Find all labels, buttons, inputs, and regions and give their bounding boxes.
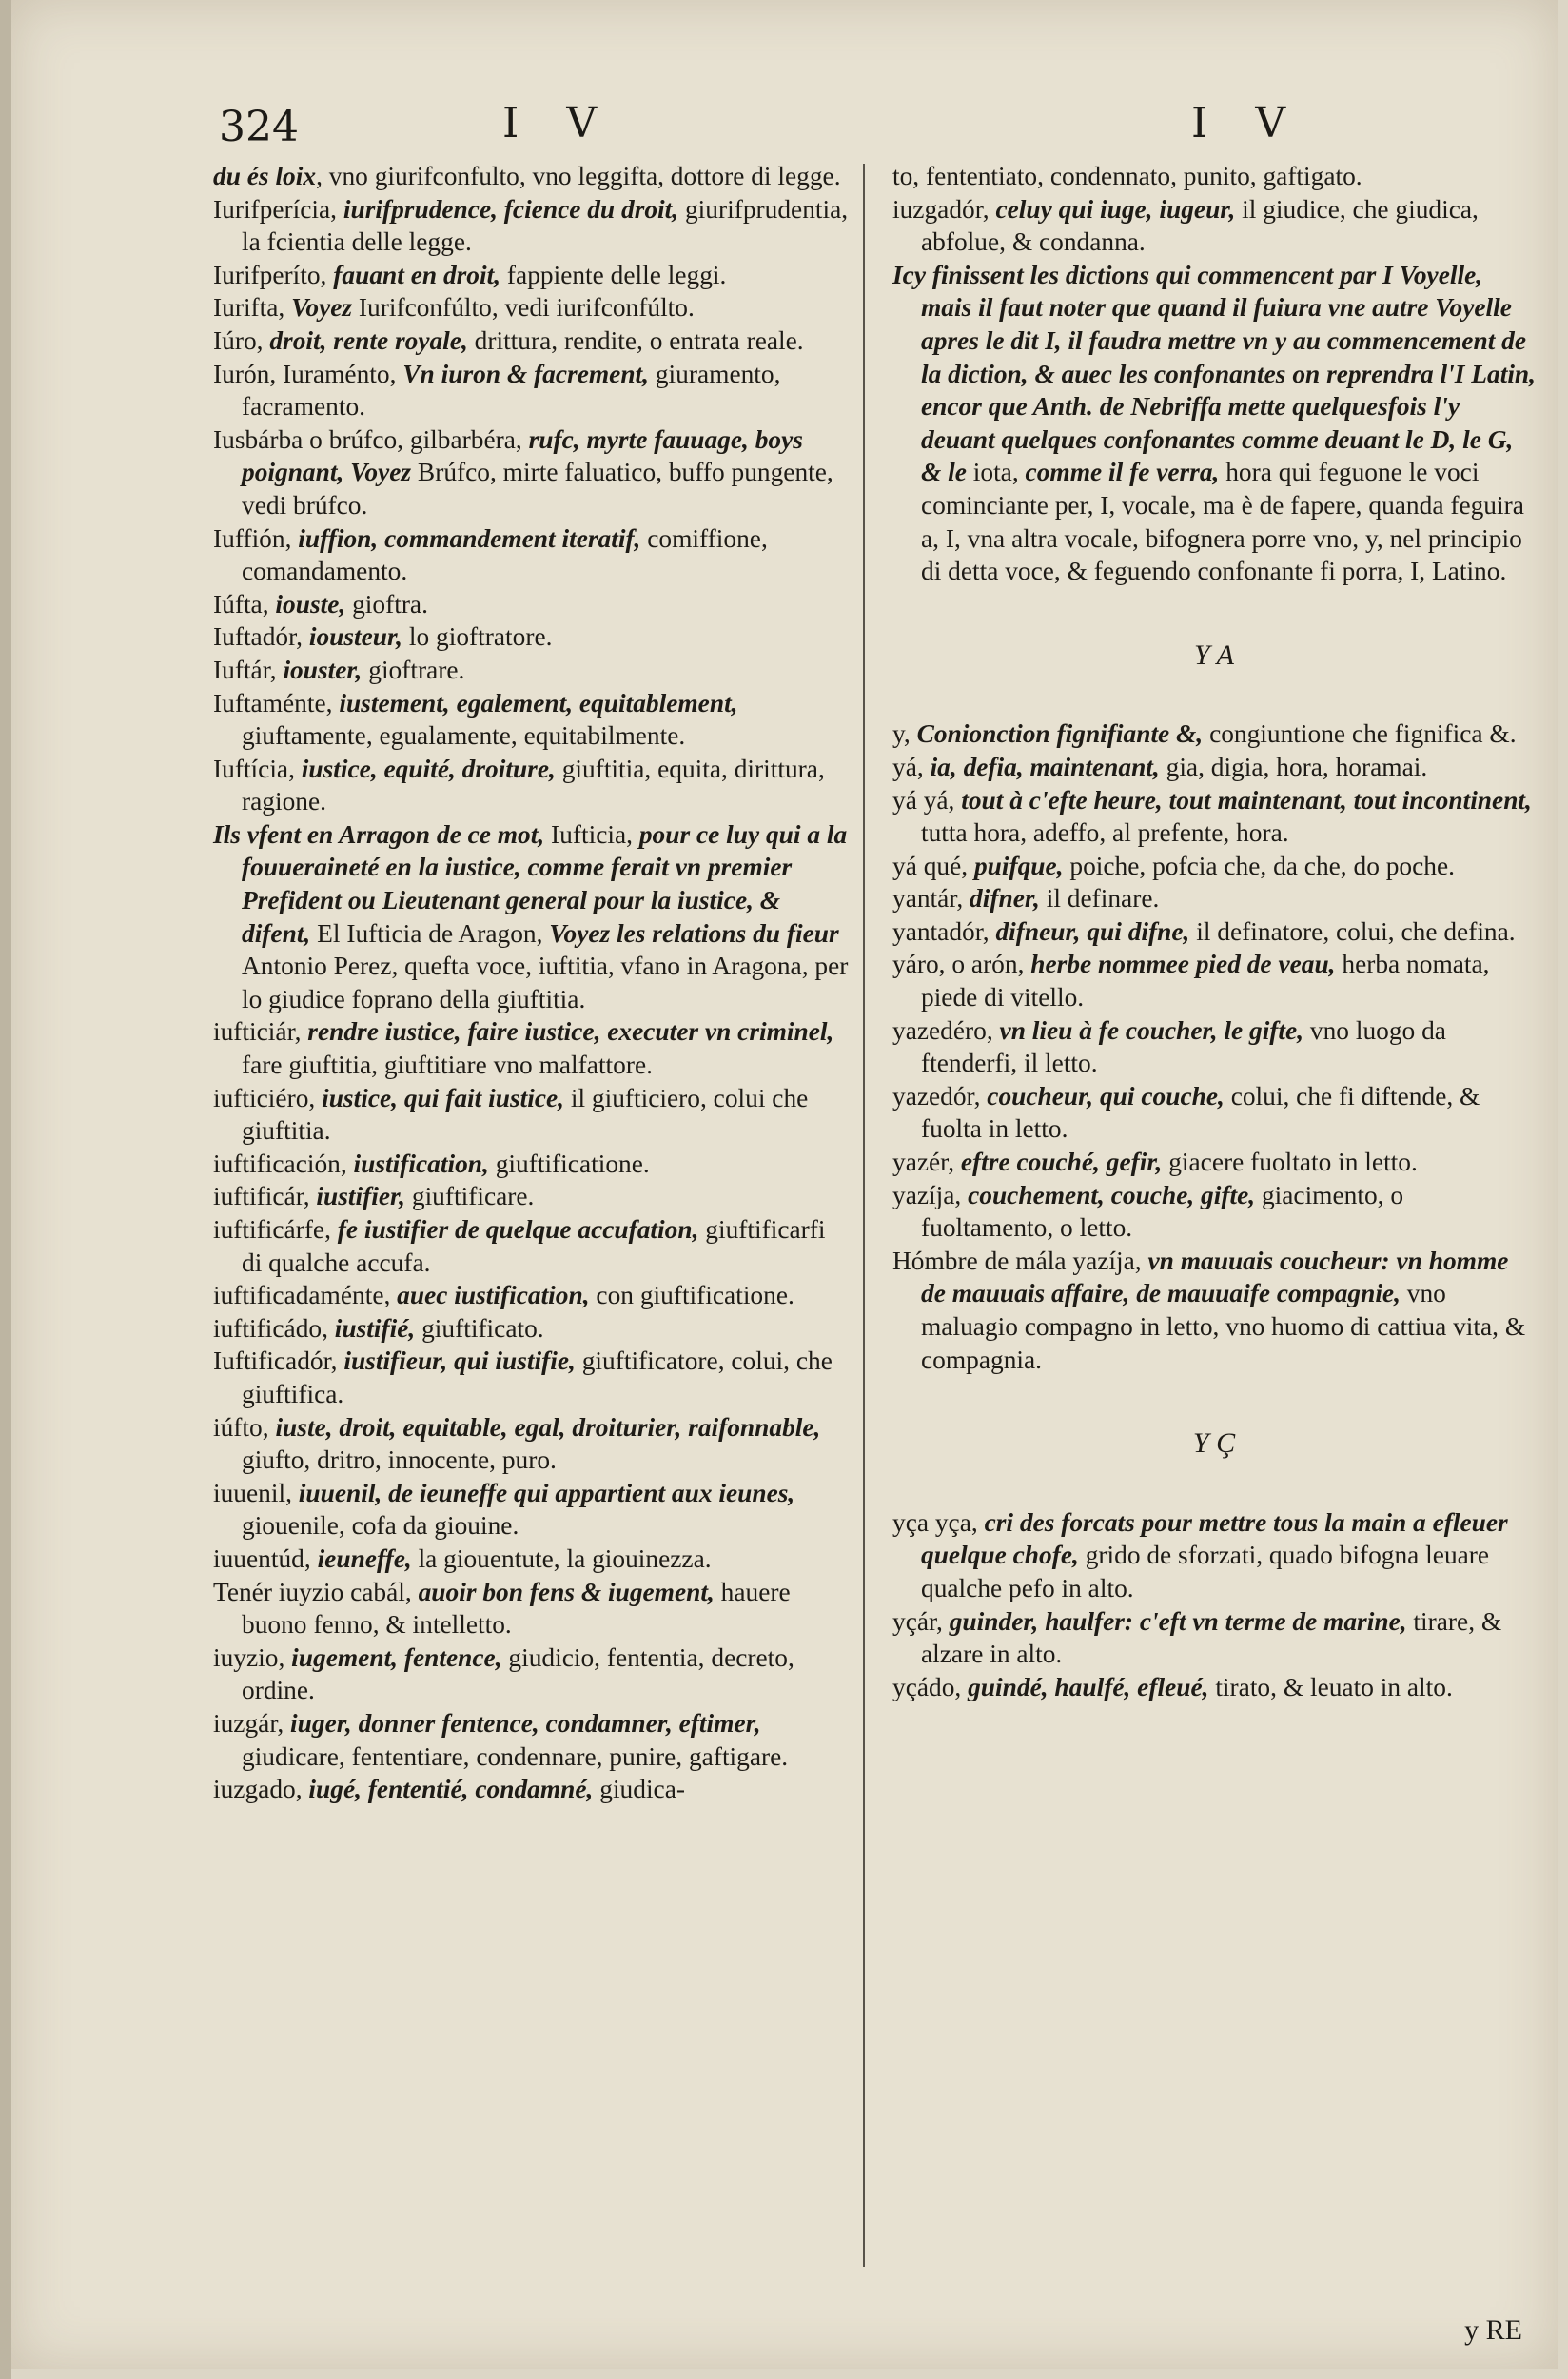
dictionary-entry	[892, 259, 1536, 588]
entry-text: giudica-	[593, 1775, 685, 1804]
entry-text: Iuftícia,	[213, 754, 302, 783]
running-head-right: I V	[1191, 99, 1303, 147]
entry-text: iuzgado,	[213, 1775, 309, 1804]
dictionary-entry	[213, 522, 849, 588]
entry-text: iota,	[966, 458, 1026, 487]
entry-text: tirare, & alzare in alto.	[921, 1606, 1502, 1669]
entry-french-gloss: iustifier,	[316, 1182, 406, 1211]
entry-french-gloss: vn lieu à fe coucher, le gifte,	[999, 1015, 1304, 1045]
entry-text: yá yá,	[892, 785, 962, 815]
entry-text: iuftificár,	[213, 1182, 317, 1211]
entry-french-gloss: Vn iuron & facrement,	[402, 359, 650, 388]
dictionary-entry	[213, 1477, 849, 1543]
entry-french-gloss: tout à c'efte heure, tout maintenant, tout incontinent,	[961, 785, 1532, 815]
dictionary-entry	[213, 1576, 849, 1642]
entry-french-gloss: iugement, fentence,	[291, 1642, 502, 1672]
entry-text: Tenér iuyzio cabál,	[213, 1577, 419, 1606]
dictionary-entry	[892, 948, 1536, 1013]
entry-text: iúfto,	[213, 1412, 276, 1442]
entry-text: vno maluagio compagno in letto, vno huomo di cattiua vita, & compagnia.	[921, 1279, 1526, 1374]
entry-text: iufticiéro,	[213, 1083, 323, 1112]
dictionary-entry	[892, 1605, 1536, 1671]
entry-french-gloss: coucheur, qui couche,	[987, 1081, 1225, 1111]
entry-text: drittura, rendite, o entrata reale.	[467, 325, 804, 355]
entry-text: giuramento, facramento.	[242, 359, 781, 422]
entry-text: Iusbárba o brúfco, gilbarbéra,	[213, 424, 529, 454]
entry-text: Iuftadór,	[213, 622, 309, 652]
dictionary-entry	[213, 160, 849, 193]
entry-text: Iuftificadór,	[213, 1347, 344, 1376]
right-entries-i	[892, 160, 1536, 588]
dictionary-entry	[892, 1506, 1536, 1605]
entry-text: lo gioftratore.	[402, 622, 553, 652]
page-number: 324	[219, 103, 299, 151]
entry-text: , vno giurifconfulto, vno leggifta, dottore di legge.	[316, 162, 841, 190]
dictionary-entry	[213, 259, 849, 292]
entry-text: giacere fuoltato in letto.	[1162, 1148, 1418, 1177]
entry-text: giuftificare.	[405, 1182, 535, 1211]
entry-text: iuftificación,	[213, 1149, 354, 1178]
entry-french-gloss: ia, defia, maintenant,	[930, 752, 1160, 781]
entry-french-gloss: difneur, qui difne,	[995, 916, 1190, 946]
entry-text: congiuntione che fignifica &.	[1203, 719, 1517, 749]
dictionary-entry	[892, 784, 1536, 850]
entry-french-gloss: puifque,	[973, 851, 1064, 880]
entry-text: il giudice, che giudica, abfolue, & condanna.	[921, 194, 1479, 257]
entry-french-gloss: iustice, equité, droiture,	[301, 754, 556, 783]
entry-french-gloss: iugé, fententié, condamné,	[308, 1775, 594, 1804]
entry-french-gloss: iurifprudence, fcience du droit,	[343, 194, 679, 224]
entry-text: iuuenil,	[213, 1478, 299, 1507]
entry-text: iuftificádo,	[213, 1313, 335, 1343]
entry-french-gloss: droit, rente royale,	[269, 325, 468, 355]
entry-text: fare giuftitia, giuftitiare vno malfattore.	[242, 1051, 653, 1080]
entry-french-gloss: iustice, qui fait iustice,	[322, 1083, 564, 1112]
entry-text: giurifprudentia, la fcientia delle legge.	[242, 194, 849, 257]
dictionary-entry	[213, 291, 849, 324]
dictionary-entry	[213, 1148, 849, 1181]
entry-text: yazér,	[892, 1148, 961, 1177]
dictionary-entry	[213, 193, 849, 259]
dictionary-entry	[892, 718, 1536, 751]
entry-french-gloss: iuuenil, de ieuneffe qui appartient aux ieunes,	[298, 1478, 795, 1507]
entry-text: yá,	[892, 752, 931, 781]
entry-text: tutta hora, adeffo, al prefente, hora.	[921, 818, 1289, 848]
entry-text: giacimento, o fuoltamento, o letto.	[921, 1180, 1404, 1243]
entry-text: gioftra.	[345, 589, 428, 619]
dictionary-entry	[213, 687, 849, 753]
right-column	[892, 160, 1536, 1703]
entry-text: giudicare, fententiare, condennare, punire, gaftigare.	[242, 1741, 789, 1771]
entry-french-gloss: Conionction fignifiante &,	[916, 719, 1204, 749]
entry-text: yçár,	[892, 1606, 950, 1636]
entry-text: con giuftificatione.	[589, 1281, 794, 1310]
entry-text: giuftificarfi di qualche accufa.	[242, 1215, 826, 1277]
dictionary-entry	[213, 1773, 849, 1806]
catchword: y RE	[1464, 2314, 1522, 2346]
entry-text: to, fententiato, condennato, punito, gaftigato.	[892, 162, 1362, 190]
entry-text: tirato, & leuato in alto.	[1208, 1672, 1453, 1701]
entry-text: iuftificárfe,	[213, 1215, 338, 1244]
entry-text: iufticiár,	[213, 1017, 308, 1047]
dictionary-entry	[213, 1015, 849, 1081]
dictionary-entry	[213, 753, 849, 818]
entry-french-gloss: iuste, droit, equitable, egal, droiturier, raifonnable,	[275, 1412, 821, 1442]
entry-text: il definare.	[1039, 884, 1160, 914]
entry-text: Iúro,	[213, 325, 270, 355]
column-rule	[863, 164, 865, 2267]
entry-text: yantadór,	[892, 916, 996, 946]
entry-text: Iúfta,	[213, 589, 276, 619]
entry-text: iuzgár,	[213, 1708, 291, 1738]
entry-text: hora qui feguone le voci cominciante per, I, vocale, ma è de fapere, quanda feguira a, I, vna altra vocale, bifognera porre vno, y, nel principio di detta voce, & feguendo confonante fi porra, I, Latino.	[921, 458, 1524, 586]
dictionary-entry	[213, 654, 849, 687]
dictionary-entry	[892, 1014, 1536, 1080]
entry-french-gloss: cri des forcats pour mettre tous la main a efleuer quelque chofe,	[921, 1507, 1508, 1570]
entry-text: Iufticia,	[544, 819, 639, 849]
entry-text: yçádo,	[892, 1672, 969, 1701]
entry-french-gloss: comme il fe verra,	[1025, 458, 1220, 487]
section-heading-yc: Y Ç	[1192, 1427, 1236, 1460]
entry-text: iuyzio,	[213, 1642, 292, 1672]
entry-text: Iurifperíto,	[213, 260, 334, 289]
entry-text: Iuftár,	[213, 655, 284, 684]
entry-text: Iurifperícia,	[213, 194, 343, 224]
entry-text: giudicio, fententia, decreto, ordine.	[242, 1642, 794, 1705]
entry-french-gloss: iustement, egalement, equitablement,	[339, 688, 738, 718]
dictionary-entry	[213, 1279, 849, 1312]
dictionary-entry	[213, 1411, 849, 1477]
entry-text: poiche, pofcia che, da che, do poche.	[1063, 851, 1455, 880]
entry-french-gloss: iuger, donner fentence, condamner, eftimer,	[290, 1708, 761, 1738]
entry-text: Hómbre de mála yazíja,	[892, 1246, 1148, 1275]
entry-text: yazedéro,	[892, 1015, 1000, 1045]
entry-text: giufto, dritro, innocente, puro.	[242, 1445, 557, 1475]
entry-text: Antonio Perez, quefta voce, iuftitia, vfano in Aragona, per lo giudice foprano della giuftitia.	[242, 952, 849, 1013]
dictionary-entry	[213, 588, 849, 621]
entry-french-gloss: rendre iustice, faire iustice, executer vn criminel,	[307, 1017, 834, 1047]
entry-text: Brúfco, mirte faluatico, buffo pungente, vedi brúfco.	[242, 458, 833, 520]
entry-text: giuftificato.	[415, 1313, 544, 1343]
dictionary-entry	[213, 1345, 849, 1410]
entry-text: la giouentute, la giouinezza.	[411, 1543, 712, 1573]
page-gutter-shadow	[0, 0, 11, 2379]
dictionary-entry	[892, 915, 1536, 949]
entry-text: herba nomata, piede di vitello.	[921, 950, 1490, 1013]
left-entries	[213, 160, 849, 1806]
dictionary-entry	[213, 1312, 849, 1346]
entry-text: giuftificatione.	[488, 1149, 650, 1178]
entry-text: Iuffión,	[213, 523, 299, 553]
dictionary-entry	[213, 1642, 849, 1707]
entry-text: gia, digia, hora, horamai.	[1159, 752, 1428, 781]
entry-french-gloss: Voyez les relations du fieur	[549, 918, 839, 948]
entry-text: giuftificatore, colui, che giuftifica.	[242, 1347, 833, 1408]
entry-text: Iurifta,	[213, 293, 292, 323]
entry-french-gloss: fe iustifier de quelque accufation,	[337, 1215, 699, 1244]
entry-text: Iurón, Iuraménto,	[213, 359, 403, 388]
right-entries-ya	[892, 718, 1536, 1376]
dictionary-entry	[892, 1179, 1536, 1245]
dictionary-entry	[213, 358, 849, 423]
dictionary-entry	[892, 1245, 1536, 1376]
entry-french-gloss: celuy qui iuge, iugeur,	[995, 194, 1236, 224]
entry-french-gloss: rufc, myrte fauuage, boys poignant, Voyez	[242, 424, 803, 487]
entry-text: il giufticiero, colui che giuftitia.	[242, 1083, 809, 1146]
entry-text: gioftrare.	[362, 655, 465, 684]
dictionary-entry	[213, 1082, 849, 1148]
entry-text: giuftamente, egualamente, equitabilmente.	[242, 721, 686, 751]
dictionary-entry	[892, 193, 1536, 259]
entry-french-gloss: iuffion, commandement iteratif,	[298, 523, 641, 553]
dictionary-entry	[892, 1080, 1536, 1146]
entry-french-gloss: iouster,	[283, 655, 363, 684]
entry-text: hauere buono fenno, & intelletto.	[242, 1577, 791, 1640]
entry-text: iuuentúd,	[213, 1543, 318, 1573]
entry-text: El Iufticia de Aragon,	[310, 918, 550, 948]
entry-french-gloss: iousteur,	[308, 622, 403, 652]
dictionary-entry	[213, 620, 849, 654]
entry-french-gloss: Voyez	[291, 293, 353, 323]
entry-text: giuftitia, equita, dirittura, ragione.	[242, 754, 825, 816]
entry-french-gloss: pour ce luy qui a la fouueraineté en la iustice, comme ferait vn premier Prefident ou Lieutenant general pour la iustice, & difent,	[242, 819, 848, 948]
section-heading-ya: Y A	[1194, 639, 1234, 671]
entry-text: yça yça,	[892, 1507, 985, 1537]
entry-text: yantár,	[892, 884, 970, 914]
entry-french-gloss: difner,	[970, 884, 1040, 914]
dictionary-entry	[892, 882, 1536, 915]
entry-french-gloss: iustifieur, qui iustifie,	[343, 1347, 576, 1376]
entry-text: fappiente delle leggi.	[500, 260, 727, 289]
entry-french-gloss: fauant en droit,	[333, 260, 501, 289]
dictionary-entry	[213, 1707, 849, 1773]
entry-french-gloss: vn mauuais coucheur: vn homme de mauuais affaire, de mauuaife compagnie,	[921, 1246, 1509, 1308]
left-column	[213, 160, 849, 1806]
entry-text: y,	[892, 719, 917, 749]
entry-french-gloss: iouste,	[275, 589, 346, 619]
entry-text: vno luogo da ftenderfi, il letto.	[921, 1015, 1446, 1078]
entry-french-gloss: du és loix	[213, 162, 317, 190]
entry-french-gloss: auec iustification,	[397, 1281, 590, 1310]
dictionary-entry	[892, 1146, 1536, 1179]
entry-french-gloss: herbe nommee pied de veau,	[1030, 950, 1336, 979]
dictionary-entry	[213, 1543, 849, 1576]
entry-french-gloss: ieuneffe,	[317, 1543, 412, 1573]
entry-french-gloss: iustification,	[353, 1149, 489, 1178]
dictionary-entry	[213, 1180, 849, 1213]
entry-text: colui, che fi diftende, & fuolta in letto.	[921, 1081, 1480, 1144]
entry-french-gloss: Ils vfent en Arragon de ce mot,	[213, 819, 545, 849]
entry-text: Iurifconfúlto, vedi iurifconfúlto.	[352, 293, 695, 323]
dictionary-entry	[892, 160, 1536, 193]
entry-text: yáro, o arón,	[892, 950, 1031, 979]
entry-text: il definatore, colui, che defina.	[1189, 916, 1516, 946]
entry-text: giouenile, cofa da giouine.	[242, 1511, 519, 1541]
entry-french-gloss: guindé, haulfé, efleué,	[968, 1672, 1209, 1701]
entry-text: Iuftaménte,	[213, 688, 340, 718]
dictionary-entry	[892, 1671, 1536, 1704]
entry-text: comiffione, comandamento.	[242, 523, 768, 586]
right-entries-yc	[892, 1506, 1536, 1704]
entry-french-gloss: couchement, couche, gifte,	[968, 1180, 1256, 1209]
entry-french-gloss: eftre couché, gefir,	[960, 1148, 1163, 1177]
entry-text: yazíja,	[892, 1180, 969, 1209]
entry-french-gloss: auoir bon fens & iugement,	[418, 1577, 715, 1606]
entry-text: iuzgadór,	[892, 194, 996, 224]
entry-text: grido de sforzati, quado bifogna leuare qualche pefo in alto.	[921, 1541, 1490, 1602]
entry-french-gloss: Icy finissent les dictions qui commencent par I Voyelle, mais il faut noter que quand il fuiura vne autre Voyelle apres le dit I, il faudra mettre vn y au commencement de la diction, & auec les confonantes on reprendra l'I Latin, encor que Anth. de Nebriffa mette quelquesfois l'y deuant quelques confonantes comme deuant le D, le G, & le	[892, 260, 1537, 487]
dictionary-entry	[213, 818, 849, 1016]
entry-french-gloss: guinder, haulfer: c'eft vn terme de marine,	[949, 1606, 1407, 1636]
dictionary-entry	[213, 324, 849, 358]
entry-text: iuftificadaménte,	[213, 1281, 398, 1310]
dictionary-entry	[213, 1213, 849, 1279]
entry-french-gloss: iustifié,	[334, 1313, 416, 1343]
running-head-left: I V	[502, 99, 615, 147]
entry-text: yá qué,	[892, 851, 974, 880]
dictionary-entry	[892, 850, 1536, 883]
entry-text: yazedór,	[892, 1081, 988, 1111]
dictionary-entry	[213, 423, 849, 522]
dictionary-entry	[892, 751, 1536, 784]
